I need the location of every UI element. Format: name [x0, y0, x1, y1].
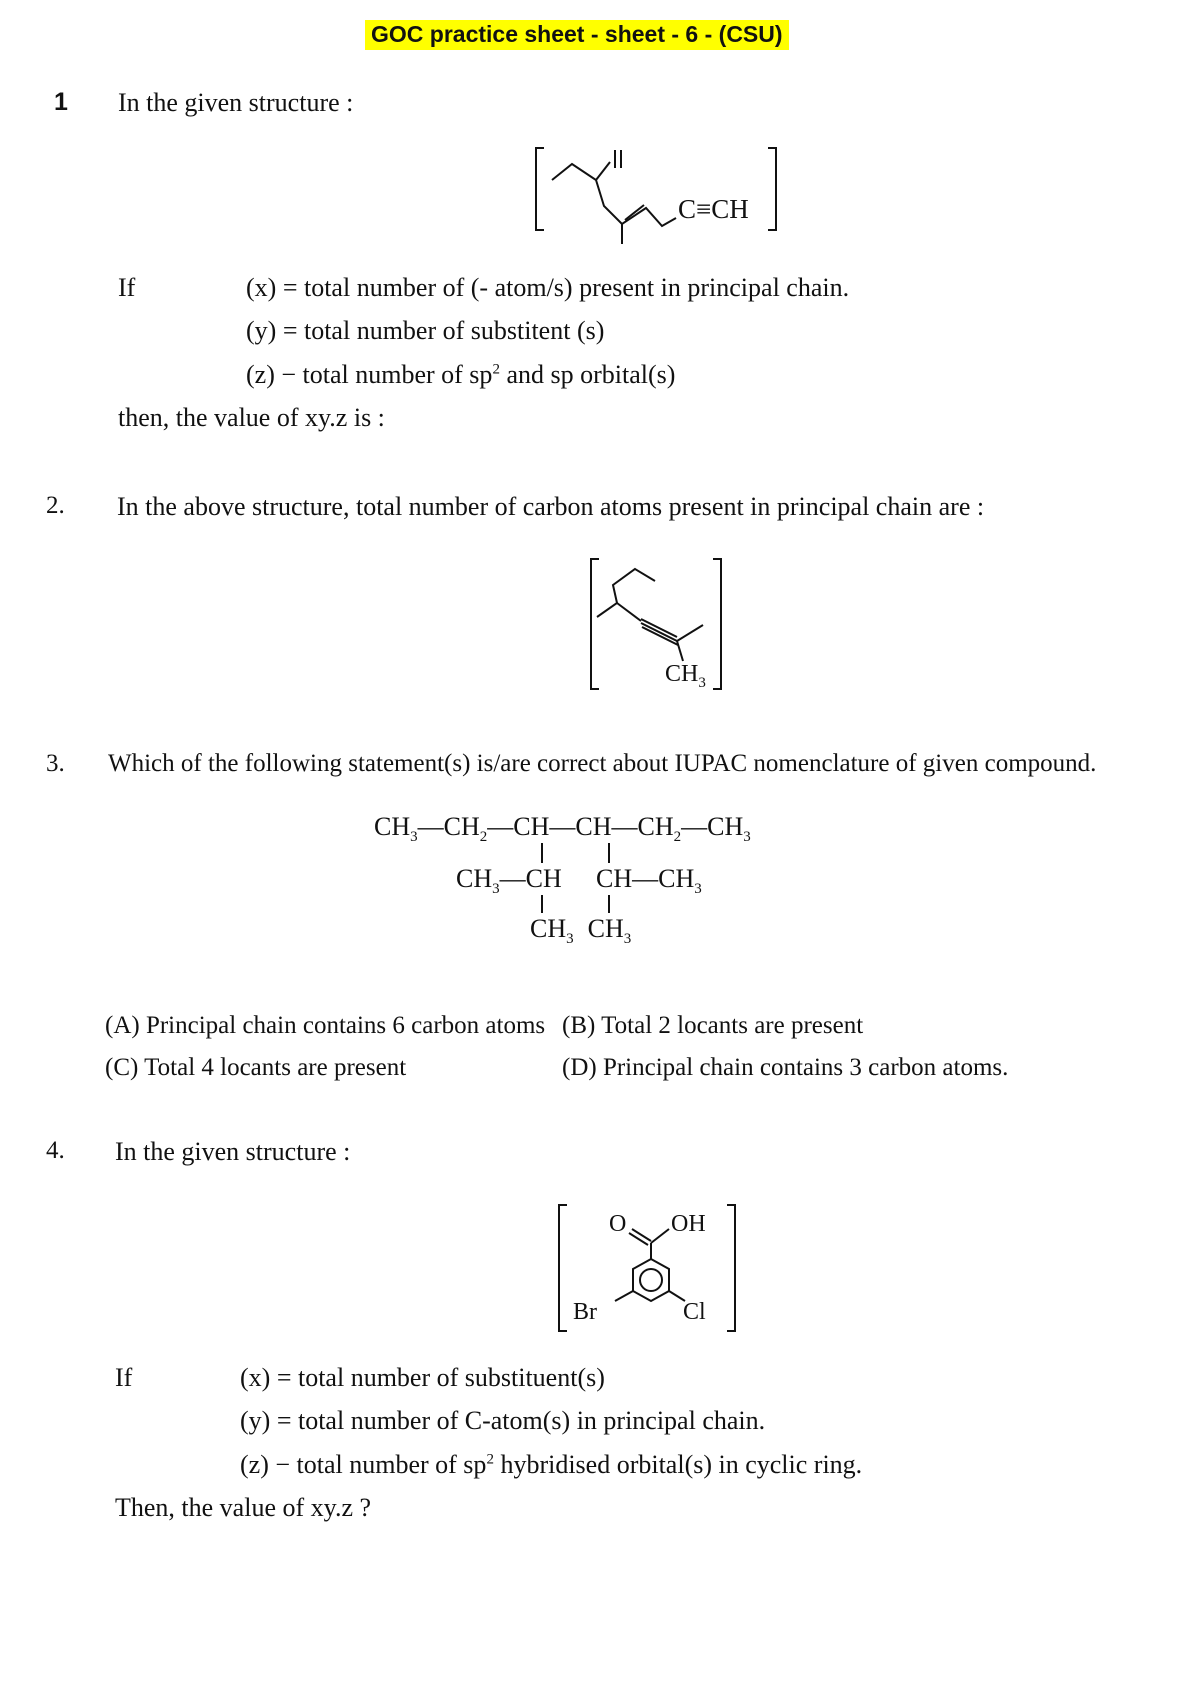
q4-condition-x: (x) = total number of substituent(s): [240, 1363, 605, 1392]
q4-condition-z: (z) − total number of $sp^2$ hybridised orbital(s) in cyclic ring.: [240, 1450, 863, 1479]
q2-structure: [585, 555, 735, 695]
question-number-4: 4.: [46, 1137, 65, 1164]
q1-then: then, the value of xy.z is :: [118, 403, 385, 432]
q3-formula-line3: $CH_3$ $CH_3$: [530, 914, 632, 947]
q2-prompt: In the above structure, total number of carbon atoms present in principal chain are :: [117, 492, 985, 521]
q2-skeleton: [597, 569, 703, 661]
q4-o-label: O: [609, 1211, 627, 1237]
q4-if-label: If: [115, 1363, 133, 1392]
q1-alkyne-label: C≡CH: [678, 194, 749, 224]
q1-condition-z: (z) − total number of $sp^2$ and sp orbital(s): [246, 360, 676, 389]
q4-skeleton: [615, 1229, 685, 1301]
q1-structure: [530, 140, 790, 250]
q3-option-c[interactable]: (C) Total 4 locants are present: [105, 1054, 407, 1081]
q2-brackets: [591, 559, 721, 689]
q3-option-a[interactable]: (A) Principal chain contains 6 carbon atoms: [105, 1012, 546, 1039]
q3-option-d[interactable]: (D) Principal chain contains 3 carbon atoms.: [562, 1054, 1009, 1081]
q1-skeleton: [552, 150, 676, 244]
question-number-2: 2.: [46, 492, 65, 519]
q4-condition-y: (y) = total number of C-atom(s) in principal chain.: [240, 1406, 766, 1435]
q4-cl-label: Cl: [683, 1299, 706, 1325]
q4-then: Then, the value of xy.z ?: [115, 1493, 372, 1522]
q1-condition-y: (y) = total number of substitent (s): [246, 316, 605, 345]
q3-formula-line2-right: $CH—CH_3$: [596, 864, 702, 897]
q3-formula: [370, 805, 810, 955]
q1-if-label: If: [118, 273, 136, 302]
q3-formula-line2-left: $CH_3—CH$: [456, 864, 562, 897]
q4-prompt: In the given structure :: [115, 1137, 351, 1166]
q4-br-label: Br: [573, 1299, 597, 1325]
question-number-3: 3.: [46, 750, 65, 777]
q4-oh-label: OH: [671, 1211, 706, 1237]
q1-condition-x: (x) = total number of (- atom/s) present in principal chain.: [246, 273, 850, 302]
q4-structure: [555, 1195, 745, 1335]
q3-formula-line1: $CH_3—CH_2—CH—CH—CH_2—CH_3$: [374, 812, 751, 845]
q2-ch3-label: $CH_3$: [665, 661, 706, 691]
q1-prompt: In the given structure :: [118, 88, 354, 117]
question-number-1: 1: [54, 88, 68, 116]
q3-option-b[interactable]: (B) Total 2 locants are present: [562, 1012, 864, 1039]
q3-prompt: Which of the following statement(s) is/are correct about IUPAC nomenclature of given compound.: [108, 750, 1097, 777]
page-title: GOC practice sheet - sheet - 6 - (CSU): [365, 20, 789, 50]
